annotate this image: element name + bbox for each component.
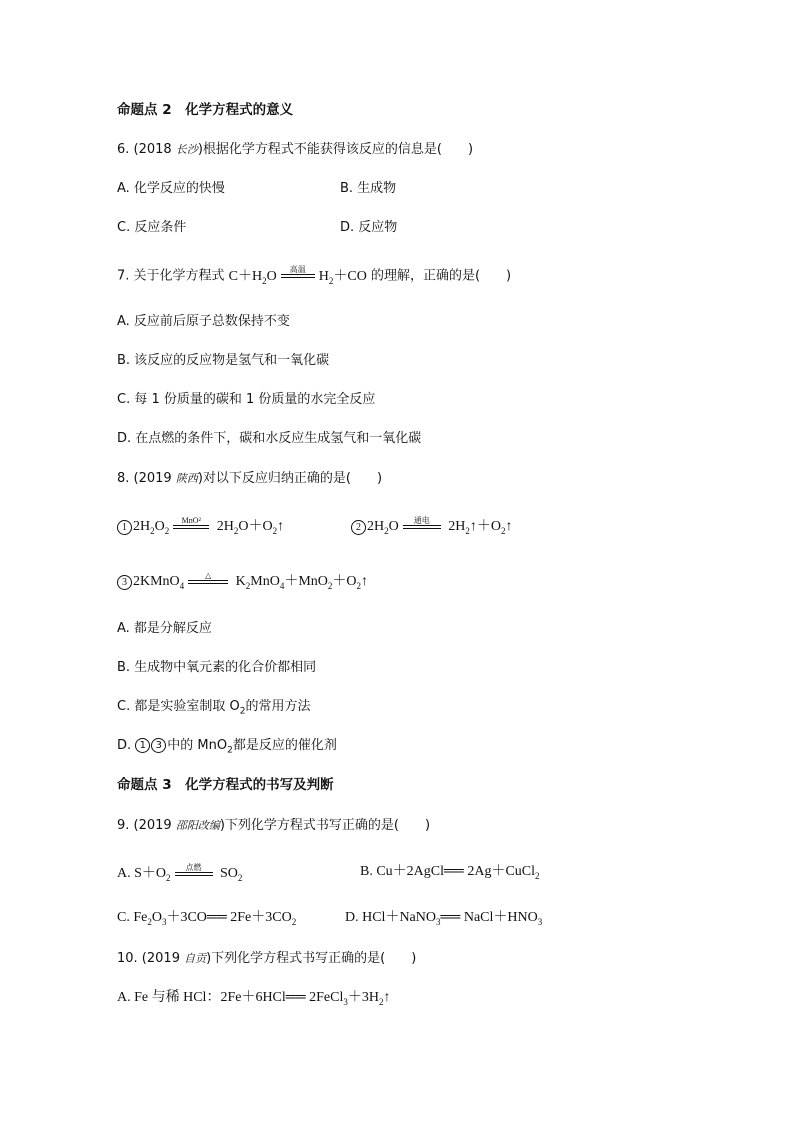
q6-option-d[interactable]: D. 反应物 bbox=[340, 220, 398, 235]
q8-equation-1: 1 $2H_2O_2$ MnO² $2H_2O+O_2↑$ bbox=[117, 516, 284, 540]
circled-number: 3 bbox=[117, 575, 132, 590]
question-6: 6. (2018 长沙)根据化学方程式不能获得该反应的信息是( ) bbox=[117, 142, 474, 157]
q9-option-c[interactable]: C. $Fe_2O_3+3CO══$ $2Fe+3CO_2$ bbox=[117, 910, 297, 927]
q9-option-a[interactable]: A. $S+O_2$ 点燃 $SO_2$ bbox=[117, 863, 243, 884]
section-heading-2: 命题点 2 化学方程式的意义 bbox=[117, 102, 294, 118]
question-7: 7. 关于化学方程式 $C+H_2O$ 高温 $H_2+CO$ 的理解，正确的是( ) bbox=[117, 265, 512, 286]
q8-option-b[interactable]: B. 生成物中氧元素的化合价都相同 bbox=[117, 660, 317, 675]
question-9: 9. (2019 邵阳改编)下列化学方程式书写正确的是( ) bbox=[117, 818, 431, 833]
q8-equation-2: 2 $2H_2O$ 通电 $2H_2↑+O_2↑$ bbox=[351, 516, 513, 540]
q7-option-a[interactable]: A. 反应前后原子总数保持不变 bbox=[117, 314, 290, 329]
q7-option-d[interactable]: D. 在点燃的条件下，碳和水反应生成氢气和一氧化碳 bbox=[117, 431, 422, 446]
q7-option-c[interactable]: C. 每 1 份质量的碳和 1 份质量的水完全反应 bbox=[117, 392, 376, 407]
q6-option-c[interactable]: C. 反应条件 bbox=[117, 220, 187, 235]
section-heading-3: 命题点 3 化学方程式的书写及判断 bbox=[117, 777, 334, 793]
q8-option-c[interactable]: C. 都是实验室制取 $O_2$的常用方法 bbox=[117, 699, 311, 717]
q8-option-d[interactable]: D. 1 3 中的 MnO$_2$都是反应的催化剂 bbox=[117, 738, 337, 756]
q8-option-a[interactable]: A. 都是分解反应 bbox=[117, 621, 212, 636]
q7-option-b[interactable]: B. 该反应的反应物是氢气和一氧化碳 bbox=[117, 353, 330, 368]
q6-option-b[interactable]: B. 生成物 bbox=[340, 181, 397, 196]
equation-condition: 高温 bbox=[281, 265, 315, 287]
q6-option-a[interactable]: A. 化学反应的快慢 bbox=[117, 181, 225, 196]
q9-option-d[interactable]: D. HCl＋NaNO$_3$══ $NaCl+HNO_3$ bbox=[345, 910, 543, 927]
circled-number: 1 bbox=[117, 520, 132, 535]
q10-option-a[interactable]: A. Fe 与稀 HCl：2Fe＋6HCl══ $2FeCl_3+3H_2↑$ bbox=[117, 990, 391, 1007]
question-10: 10. (2019 自贡)下列化学方程式书写正确的是( ) bbox=[117, 951, 417, 966]
circled-number: 2 bbox=[351, 520, 366, 535]
q9-option-b[interactable]: B. Cu＋2AgCl══ 2Ag＋CuCl$_2$ bbox=[360, 864, 540, 881]
question-8: 8. (2019 陕西)对以下反应归纳正确的是( ) bbox=[117, 471, 383, 486]
q8-equation-3: 3 2KMnO$_4$ △ $K_2MnO_4+MnO_2+O_2↑$ bbox=[117, 571, 368, 595]
